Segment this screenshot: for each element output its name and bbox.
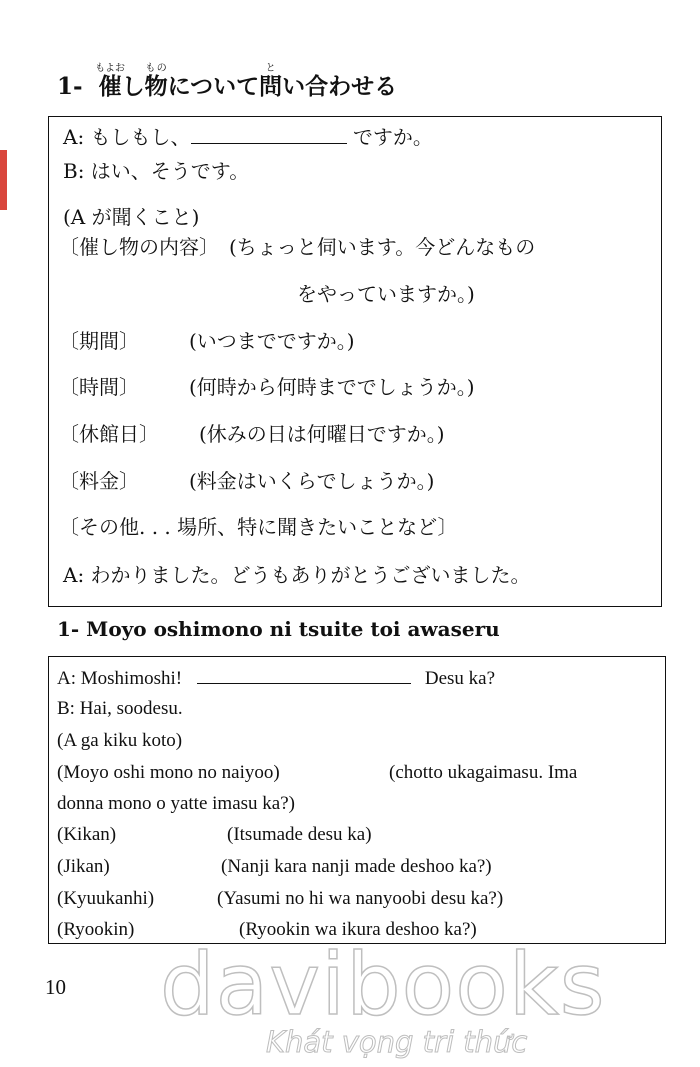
title-kanji-to: 問と [259,63,283,100]
item-question-time: (何時から何時まででしょうか。) [189,375,475,399]
romaji-item-label-closed-day: (Kyuukanhi) [57,888,155,909]
title-kanji-mono: 物もの [144,63,168,100]
section-title-romaji: 1- Moyo oshimono ni tsuite toi awaseru [57,617,500,641]
romaji-item-question-period: (Itsumade desu ka) [227,824,372,845]
item-question-period: (いつまでですか。) [189,329,355,353]
item-question-closed-day: (休みの日は何曜日ですか。) [199,422,445,446]
title-kana: い合わせる [282,73,398,100]
item-label-fee: 〔料金〕 [59,469,139,493]
romaji-item-question-time: (Nanji kara nanji made deshoo ka?) [221,856,492,877]
answer-blank [191,125,347,144]
title-kana: について [167,73,260,100]
item-label-closed-day: 〔休館日〕 [59,422,159,446]
item-label-content: 〔催し物の内容〕 [59,235,219,259]
item-other: 〔その他. . . 場所、特に聞きたいことなど〕 [59,515,458,539]
romaji-item-label-period: (Kikan) [57,824,117,845]
dialogue-line-b1: B: はい、そうです。 [63,159,250,183]
page-edge-mark [0,150,7,210]
title-kana: し [121,73,145,100]
item-question-fee: (料金はいくらでしょうか。) [189,469,435,493]
watermark-logo: davibooks [160,935,606,1035]
item-label-time: 〔時間〕 [59,375,139,399]
dialogue-box-romaji [48,656,666,944]
dialogue-box-jp [48,116,662,607]
romaji-line-b1: B: Hai, soodesu. [57,698,183,719]
a-asks-heading: (A が聞くこと) [63,205,200,229]
romaji-item-question-fee: (Ryookin wa ikura deshoo ka?) [239,919,477,940]
section-number: 1- [57,73,83,100]
watermark-slogan: Khát vọng tri thức [266,1025,528,1059]
romaji-item-question-content-1: (chotto ukagaimasu. Ima [389,762,578,783]
romaji-item-question-content-2: donna mono o yatte imasu ka?) [57,793,295,814]
romaji-item-label-fee: (Ryookin) [57,919,135,940]
item-label-period: 〔期間〕 [59,329,139,353]
romaji-line-a1: A: Moshimoshi! Desu ka? [57,665,495,691]
romaji-item-label-content: (Moyo oshi mono no naiyoo) [57,762,280,783]
romaji-item-label-time: (Jikan) [57,856,110,877]
section-title-jp [57,63,397,101]
page-number: 10 [45,975,66,999]
dialogue-line-a1: A: もしもし、 ですか。 [63,125,433,149]
title-kanji-moyo: 催もよお [95,63,126,100]
item-question-content-2: をやっていますか。) [297,282,475,306]
romaji-item-question-closed-day: (Yasumi no hi wa nanyoobi desu ka?) [217,888,504,909]
dialogue-line-a-end: A: わかりました。どうもありがとうございました。 [63,563,531,587]
romaji-a-asks: (A ga kiku koto) [57,730,183,751]
answer-blank [197,665,411,684]
item-question-content-1: (ちょっと伺います。今どんなもの [229,235,536,259]
